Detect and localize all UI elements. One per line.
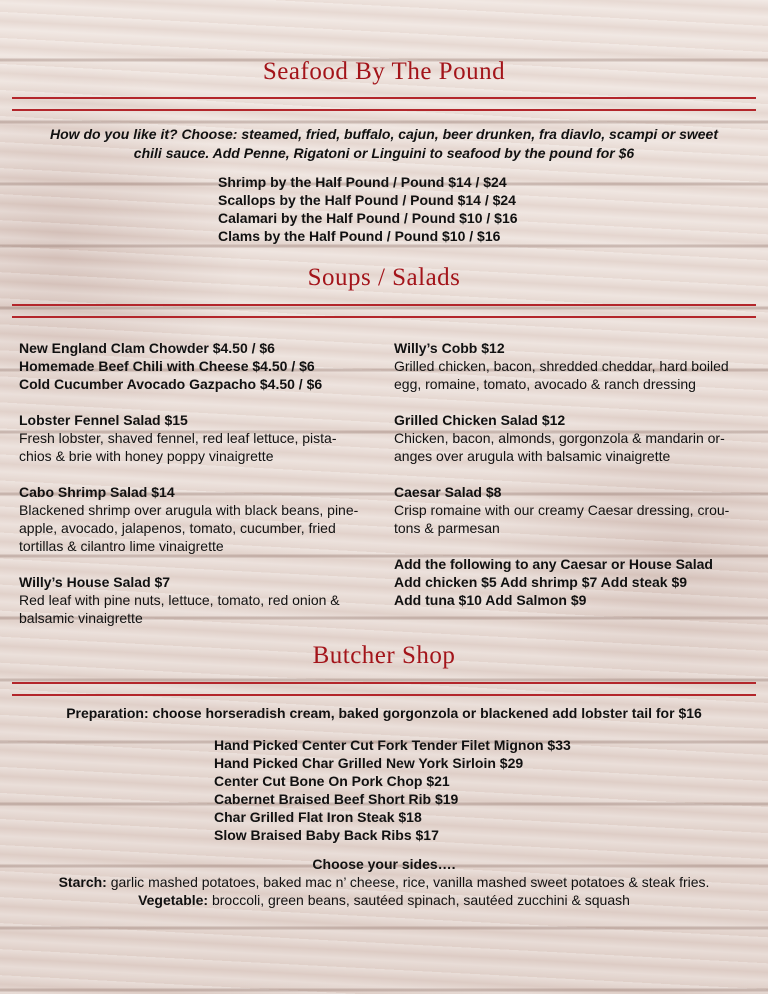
butcher-list <box>214 736 571 844</box>
cabo-salad-desc: Blackened shrimp over arugula with black beans, pine- <box>19 502 359 518</box>
caesar-salad-desc: tons & parmesan <box>394 520 500 536</box>
lobster-salad-desc: chios & brie with honey poppy vinaigrette <box>19 448 274 464</box>
cobb-salad-desc: Grilled chicken, bacon, shredded cheddar, hard boiled <box>394 358 729 374</box>
chicken-salad-name: Grilled Chicken Salad $12 <box>394 412 566 428</box>
vegetable-text: broccoli, green beans, sautéed spinach, sautéed zucchini & squash <box>208 892 630 908</box>
butcher-preparation: Preparation: choose horseradish cream, baked gorgonzola or blackened add lobster tail for $16 <box>66 705 702 721</box>
seafood-item: Calamari by the Half Pound / Pound $10 / $16 <box>218 210 518 226</box>
caesar-salad-desc: Crisp romaine with our creamy Caesar dressing, crou- <box>394 502 730 518</box>
seafood-section-title: Seafood By The Pound <box>262 58 506 85</box>
salad-addon: Add tuna $10 Add Salmon $9 <box>394 592 587 608</box>
butcher-item: Hand Picked Char Grilled New York Sirloin $29 <box>214 755 524 771</box>
starch-line <box>0 873 768 891</box>
butcher-item: Hand Picked Center Cut Fork Tender Filet Mignon $33 <box>214 737 571 753</box>
chicken-salad-desc: anges over arugula with balsamic vinaigrette <box>394 448 671 464</box>
lobster-salad-desc: Fresh lobster, shaved fennel, red leaf lettuce, pista- <box>19 430 337 446</box>
soups-rule-top <box>12 304 756 306</box>
seafood-rule-bottom <box>12 109 756 111</box>
butcher-rule-top <box>12 682 756 684</box>
cabo-salad-desc: tortillas & cilantro lime vinaigrette <box>19 538 224 554</box>
seafood-item: Shrimp by the Half Pound / Pound $14 / $24 <box>218 174 507 190</box>
butcher-item: Cabernet Braised Beef Short Rib $19 <box>214 791 459 807</box>
butcher-item: Center Cut Bone On Pork Chop $21 <box>214 773 450 789</box>
soups-section-title: Soups / Salads <box>307 264 461 291</box>
house-salad-name: Willy’s House Salad $7 <box>19 574 171 590</box>
soups-right-column <box>394 339 754 609</box>
cobb-salad-desc: egg, romaine, tomato, avocado & ranch dressing <box>394 376 696 392</box>
cobb-salad-name: Willy’s Cobb $12 <box>394 340 505 356</box>
seafood-item: Scallops by the Half Pound / Pound $14 / $24 <box>218 192 516 208</box>
soups-left-column <box>19 339 379 627</box>
vegetable-label: Vegetable: <box>138 892 209 908</box>
starch-text: garlic mashed potatoes, baked mac n’ cheese, rice, vanilla mashed sweet potatoes & steak fries. <box>106 874 710 890</box>
salad-addon: Add chicken $5 Add shrimp $7 Add steak $9 <box>394 574 688 590</box>
caesar-salad-name: Caesar Salad $8 <box>394 484 502 500</box>
house-salad-desc: Red leaf with pine nuts, lettuce, tomato, red onion & <box>19 592 340 608</box>
starch-label: Starch: <box>58 874 107 890</box>
seafood-intro <box>0 125 768 163</box>
cabo-salad-desc: apple, avocado, jalapenos, tomato, cucumber, fried <box>19 520 336 536</box>
butcher-item: Slow Braised Baby Back Ribs $17 <box>214 827 439 843</box>
butcher-section-title: Butcher Shop <box>312 642 456 669</box>
soup-item: Cold Cucumber Avocado Gazpacho $4.50 / $6 <box>19 376 323 392</box>
seafood-item: Clams by the Half Pound / Pound $10 / $16 <box>218 228 501 244</box>
chicken-salad-desc: Chicken, bacon, almonds, gorgonzola & mandarin or- <box>394 430 725 446</box>
sides-heading: Choose your sides…. <box>312 856 456 872</box>
seafood-intro-line-1: How do you like it? Choose: steamed, fried, buffalo, cajun, beer drunken, fra diavlo, scampi or sweet <box>50 126 718 142</box>
seafood-rule-top <box>12 97 756 99</box>
house-salad-desc: balsamic vinaigrette <box>19 610 143 626</box>
soup-item: Homemade Beef Chili with Cheese $4.50 / $6 <box>19 358 315 374</box>
seafood-intro-line-2: chili sauce. Add Penne, Rigatoni or Linguini to seafood by the pound for $6 <box>133 145 635 161</box>
butcher-rule-bottom <box>12 694 756 696</box>
cabo-salad-name: Cabo Shrimp Salad $14 <box>19 484 175 500</box>
soups-rule-bottom <box>12 316 756 318</box>
soup-item: New England Clam Chowder $4.50 / $6 <box>19 340 275 356</box>
salad-addon: Add the following to any Caesar or House Salad <box>394 556 713 572</box>
seafood-list <box>218 173 518 245</box>
butcher-item: Char Grilled Flat Iron Steak $18 <box>214 809 422 825</box>
vegetable-line <box>0 891 768 909</box>
lobster-salad-name: Lobster Fennel Salad $15 <box>19 412 188 428</box>
